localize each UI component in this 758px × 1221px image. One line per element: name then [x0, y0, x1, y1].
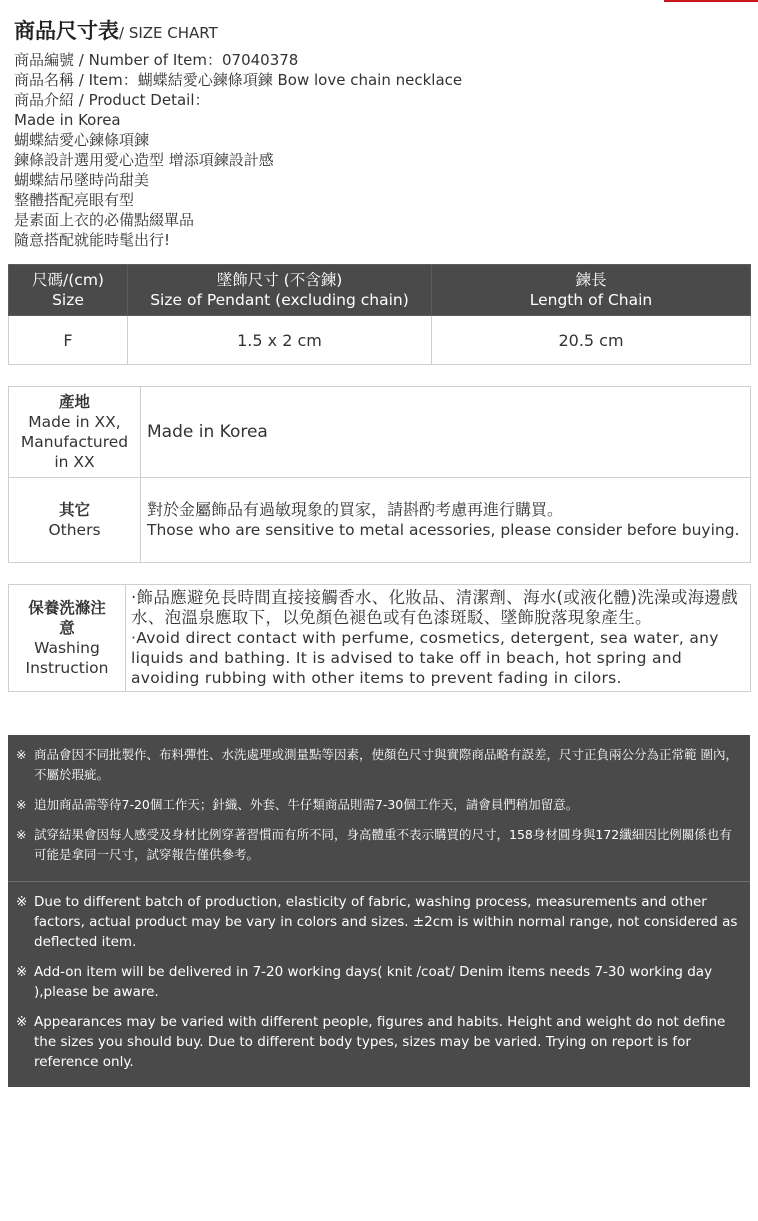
detail-line: 隨意搭配就能時髦出行! — [14, 231, 171, 249]
pendant-column-header: 墜飾尺寸 (不含鍊) Size of Pendant (excluding chain) — [128, 265, 432, 316]
others-value: 對於金屬飾品有過敏現象的買家，請斟酌考慮再進行購買。 Those who are sensitive to metal acessories, please consider before buying. — [141, 478, 751, 563]
notice-item: ※ 追加商品需等待7-20個工作天；針織、外套、牛仔類商品則需7-30個工作天，請會員們稍加留意。 — [16, 797, 579, 812]
size-value: F — [9, 316, 128, 365]
detail-line: 整體搭配亮眼有型 — [14, 191, 135, 209]
care-label: 保養洗滌注 意 Washing Instruction — [9, 585, 126, 692]
title-en: / SIZE CHART — [119, 24, 218, 42]
size-column-header: 尺碼/(cm) Size — [9, 265, 128, 316]
product-header — [14, 14, 744, 250]
chain-length-value: 20.5 cm — [432, 316, 751, 365]
care-value: ·飾品應避免長時間直接接觸香水、化妝品、清潔劑、海水(或液化體)洗澡或海邊戲水、泡溫泉應取下，以免顏色褪色或有色漆斑駁、墜飾脫落現象產生。 ·Avoid direct contact with perfume, cosmetics, detergent, sea water, any liquids and bathing. It is advised to take off in beach, hot spring and avoiding rubbing with other items to prevent fading in cilors. — [126, 585, 751, 692]
others-label: 其它 Others — [9, 478, 141, 563]
notice-item: ※ 試穿結果會因每人感受及身材比例穿著習慣而有所不同，身高體重不表示購買的尺寸，158身材圓身與172纖細因比例關係也有可能是拿同一尺寸，試穿報告僅供參考。 — [16, 827, 732, 862]
chain-column-header: 鍊長 Length of Chain — [432, 265, 751, 316]
item-name: 商品名稱 / Item：蝴蝶結愛心鍊條項鍊 Bow love chain necklace — [14, 71, 463, 89]
notice-item: ※ Appearances may be varied with different people, figures and habits. Height and weight do not define the sizes you should buy. Due to different body types, sizes may be varied. Trying on report is for reference only. — [16, 1014, 726, 1070]
care-row — [9, 585, 751, 692]
detail-line: 蝴蝶結愛心鍊條項鍊 — [14, 131, 150, 149]
pendant-size-value: 1.5 x 2 cm — [128, 316, 432, 365]
others-row — [9, 478, 751, 563]
detail-line: 鍊條設計選用愛心造型 增添項鍊設計感 — [14, 151, 274, 169]
notice-zh — [8, 735, 750, 881]
item-number: 商品編號 / Number of Item：07040378 — [14, 51, 299, 69]
notice-en — [8, 881, 750, 1087]
top-accent-bar — [664, 0, 758, 2]
product-detail-label: 商品介紹 / Product Detail： — [14, 91, 210, 109]
notice-item: ※ 商品會因不同批製作、布料彈性、水洗處理或測量點等因素，使顏色尺寸與實際商品略有誤差，尺寸正負兩公分為正常範 圍內，不屬於瑕疵。 — [16, 747, 738, 782]
detail-line: 是素面上衣的必備點綴單品 — [14, 211, 195, 229]
size-table-header — [9, 265, 751, 316]
care-table — [8, 584, 751, 692]
detail-line: Made in Korea — [14, 111, 121, 129]
detail-line: 蝴蝶結吊墜時尚甜美 — [14, 171, 150, 189]
notice-item: ※ Due to different batch of production, elasticity of fabric, washing process, measurements and other factors, actual product may be vary in colors and sizes. ±2cm is within normal range, not considered as deflected item. — [16, 894, 738, 950]
size-table — [8, 264, 751, 365]
info-table — [8, 386, 751, 563]
origin-row — [9, 387, 751, 478]
notice-item: ※ Add-on item will be delivered in 7-20 working days( knit /coat/ Denim items needs 7-30 working day ),please be aware. — [16, 964, 713, 1000]
origin-value: Made in Korea — [141, 387, 751, 478]
page-title — [14, 14, 744, 50]
table-row — [9, 316, 751, 365]
origin-label: 產地 Made in XX, Manufactured in XX — [9, 387, 141, 478]
title-zh: 商品尺寸表 — [14, 19, 119, 43]
